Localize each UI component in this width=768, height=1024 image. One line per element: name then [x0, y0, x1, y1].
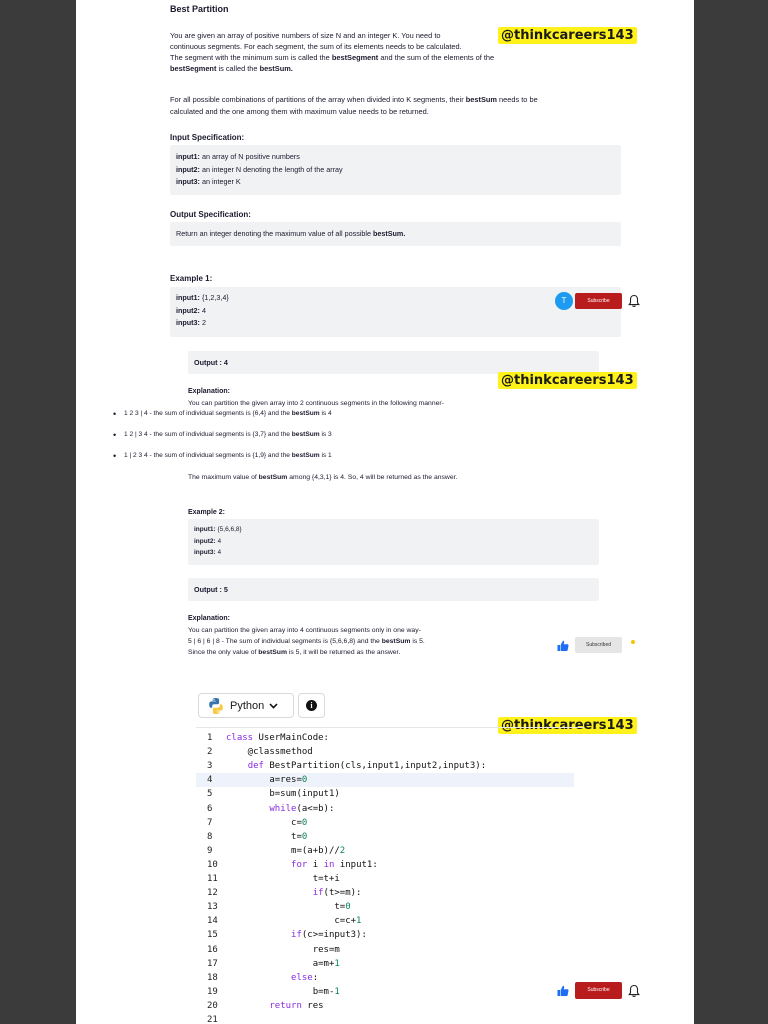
code-text: class UserMainCode:	[226, 733, 329, 743]
text: is 1	[319, 452, 332, 459]
subscribe-button[interactable]: Subscribe	[575, 293, 622, 309]
code-text: a=m+1	[226, 958, 340, 969]
line-number: 6	[207, 803, 213, 814]
code-text: t=t+i	[226, 874, 340, 884]
text: needs to be	[497, 95, 538, 104]
example1-heading: Example 1:	[170, 274, 213, 283]
text: among {4,3,1} is 4. So, 4 will be returned as the answer.	[287, 474, 458, 481]
intro-line	[170, 63, 630, 75]
watermark-tag: @thinkcareers143	[498, 717, 637, 734]
code-text: res=m	[226, 944, 340, 955]
code-line[interactable]	[196, 872, 574, 886]
code-text: m=(a+b)//2	[226, 845, 346, 856]
bell-icon[interactable]	[628, 294, 640, 308]
code-text: a=res=0	[226, 775, 308, 786]
code-line[interactable]	[196, 830, 574, 844]
output-spec-heading: Output Specification:	[170, 210, 251, 219]
label: input1:	[194, 526, 216, 533]
code-line[interactable]	[196, 957, 574, 971]
line-number: 14	[207, 916, 218, 927]
subscribed-button[interactable]: Subscribed	[575, 637, 622, 653]
example1-input-box	[170, 287, 621, 337]
text: 2	[199, 318, 206, 327]
spec-line	[176, 176, 621, 189]
code-line[interactable]	[196, 731, 574, 745]
line-number: 16	[207, 944, 218, 955]
text: 4	[215, 549, 222, 556]
text: is 4	[319, 410, 332, 417]
example-input-line	[194, 524, 599, 536]
line-number: 13	[207, 902, 218, 913]
code-text: while(a<=b):	[269, 803, 335, 814]
code-line[interactable]	[196, 745, 574, 759]
info-icon: i	[306, 700, 317, 711]
term-bestsum: bestSum	[381, 638, 411, 645]
text: is 3	[319, 431, 332, 438]
output-spec-text	[176, 228, 621, 241]
term-bestsegment: bestSegment	[170, 64, 217, 73]
code-line[interactable]	[196, 844, 574, 858]
line-number: 3	[207, 761, 213, 772]
code-text: b=sum(input1)	[226, 789, 340, 800]
example-input-line	[176, 317, 621, 330]
line-number: 1	[207, 733, 213, 743]
language-select[interactable]	[198, 693, 294, 718]
language-label: Python	[230, 699, 265, 712]
spec-line	[176, 151, 621, 164]
code-line[interactable]	[196, 858, 574, 872]
example1-explanation-intro: You can partition the given array into 2 continuous segments in the following manner-	[188, 400, 444, 407]
text: Return an integer denoting the maximum value of all possible	[176, 229, 373, 238]
text: an integer N denoting the length of the array	[199, 164, 343, 174]
watermark-tag: @thinkcareers143	[498, 27, 637, 44]
code-text: t=0	[226, 831, 308, 842]
code-text: @classmethod	[226, 747, 313, 758]
code-text: else:	[291, 972, 319, 983]
bell-icon[interactable]	[628, 984, 640, 998]
text: an integer K	[199, 177, 241, 186]
term-bestsum: bestSum.	[372, 229, 406, 238]
code-text: b=m-1	[226, 986, 340, 997]
term-bestsum: bestSum	[258, 474, 288, 481]
output-spec-box	[170, 222, 621, 246]
label: input3:	[176, 318, 200, 327]
text: {1,2,3,4}	[199, 293, 229, 302]
line-number: 2	[207, 747, 213, 758]
combo-line: calculated and the one among them with maximum value needs to be returned.	[170, 107, 429, 116]
code-line[interactable]	[196, 759, 574, 773]
text: For all possible combinations of partitions of the array when divided into K segments, their	[170, 95, 466, 104]
line-number: 17	[207, 958, 218, 969]
output-value: Output : 5	[194, 585, 228, 594]
code-editor[interactable]	[196, 727, 584, 1024]
code-text: if(t>=m):	[312, 888, 362, 899]
example2-output-box	[188, 578, 599, 601]
code-line[interactable]	[196, 816, 574, 830]
label: input2:	[194, 537, 216, 545]
term-bestsum: bestSum	[291, 452, 320, 459]
text: 1 2 | 3 4 - the sum of individual segments is {3,7} and the	[124, 431, 292, 438]
problem-title: Best Partition	[170, 4, 229, 14]
subscribe-button[interactable]: Subscribe	[575, 982, 622, 999]
code-line[interactable]	[196, 985, 574, 999]
line-number: 21	[207, 1015, 218, 1024]
label: input2:	[176, 164, 200, 174]
label: input1:	[176, 152, 200, 161]
chevron-down-icon	[269, 703, 278, 709]
code-line[interactable]	[196, 900, 574, 914]
line-number: 11	[207, 874, 218, 884]
expl-line: You can partition the given array into 4 continuous segments only in one way-	[188, 627, 421, 634]
explanation-heading: Explanation:	[188, 388, 231, 395]
example2-output	[194, 584, 599, 597]
code-line[interactable]	[196, 971, 574, 985]
info-button[interactable]	[298, 693, 325, 718]
term-bestsum: bestSum.	[259, 64, 293, 73]
input-spec-heading: Input Specification:	[170, 133, 245, 142]
example1-bullet	[124, 452, 332, 459]
line-number: 9	[207, 845, 213, 856]
term-bestsum: bestSum	[465, 95, 497, 104]
code-text: c=c+1	[226, 916, 362, 927]
label: input3:	[194, 549, 216, 556]
line-number: 12	[207, 888, 218, 899]
input-spec-box	[170, 145, 621, 195]
text: and the sum of the elements of the	[378, 53, 495, 62]
python-logo-icon	[207, 697, 225, 715]
intro-line: continuous segments. For each segment, the sum of its elements needs to be calculated.	[170, 42, 462, 51]
example-input-line	[194, 536, 599, 548]
line-number: 10	[207, 859, 218, 870]
code-text: if(c>=input3):	[291, 930, 367, 941]
label: input1:	[176, 293, 200, 302]
spec-line	[176, 164, 621, 177]
text: {5,6,6,8}	[215, 526, 242, 533]
text: 1 | 2 3 4 - the sum of individual segments is {1,9} and the	[124, 452, 292, 459]
line-number: 15	[207, 930, 218, 941]
code-line[interactable]	[196, 928, 574, 942]
code-line[interactable]	[196, 773, 574, 787]
channel-avatar[interactable]: T	[555, 292, 573, 310]
code-line[interactable]	[196, 787, 574, 801]
code-line[interactable]	[196, 1013, 574, 1024]
term-bestsegment: bestSegment	[331, 53, 379, 62]
line-number: 18	[207, 972, 218, 983]
text: 4	[199, 305, 206, 315]
line-number: 8	[207, 831, 213, 842]
example1-conclusion	[188, 472, 648, 484]
text: is 5.	[410, 638, 425, 645]
combination-paragraph	[170, 94, 630, 118]
code-line[interactable]	[196, 914, 574, 928]
example2-heading: Example 2:	[188, 509, 225, 516]
text: is 5, it will be returned as the answer.	[287, 649, 401, 656]
line-number: 4	[207, 775, 213, 786]
text: 4	[215, 537, 222, 545]
example1-output-box	[188, 351, 599, 374]
text: 5 | 6 | 6 | 8 - The sum of individual segments is {5,6,6,8} and the	[188, 638, 382, 645]
example2-input-box	[188, 519, 599, 565]
text: Since the only value of	[188, 649, 259, 656]
line-number: 7	[207, 817, 213, 828]
text: 1 2 3 | 4 - the sum of individual segments is {6,4} and the	[124, 410, 292, 417]
example1-output	[194, 357, 599, 370]
line-number: 20	[207, 1000, 218, 1011]
label: input2:	[176, 305, 200, 315]
sparkle-icon	[631, 640, 635, 644]
intro-line: You are given an array of positive numbers of size N and an integer K. You need to	[170, 31, 441, 40]
code-text: t=0	[226, 902, 351, 913]
output-value: Output : 4	[194, 358, 228, 367]
code-text: for i in input1:	[291, 859, 378, 870]
label: input3:	[176, 177, 200, 186]
line-number: 5	[207, 789, 213, 800]
example-input-line	[176, 305, 621, 318]
code-text: return res	[269, 1000, 324, 1011]
term-bestsum: bestSum	[291, 410, 320, 417]
code-line[interactable]	[196, 943, 574, 957]
code-text: def BestPartition(cls,input1,input2,input3):	[247, 761, 487, 772]
text: an array of N positive numbers	[199, 152, 300, 161]
term-bestsum: bestSum	[258, 649, 287, 656]
combo-line	[170, 94, 630, 106]
code-line[interactable]	[196, 999, 574, 1013]
text: The maximum value of	[188, 474, 259, 481]
example-input-line	[194, 547, 599, 559]
term-bestsum: bestSum	[291, 431, 320, 438]
code-line[interactable]	[196, 802, 574, 816]
code-line[interactable]	[196, 886, 574, 900]
thumbs-up-icon[interactable]	[557, 640, 569, 652]
explanation-heading: Explanation:	[188, 615, 231, 622]
line-number: 19	[207, 986, 218, 997]
example1-bullet	[124, 410, 332, 417]
text: is called the	[216, 64, 260, 73]
watermark-tag: @thinkcareers143	[498, 372, 637, 389]
example1-bullet	[124, 431, 332, 438]
text: The segment with the minimum sum is called the	[170, 53, 332, 62]
code-text: c=0	[226, 817, 308, 828]
